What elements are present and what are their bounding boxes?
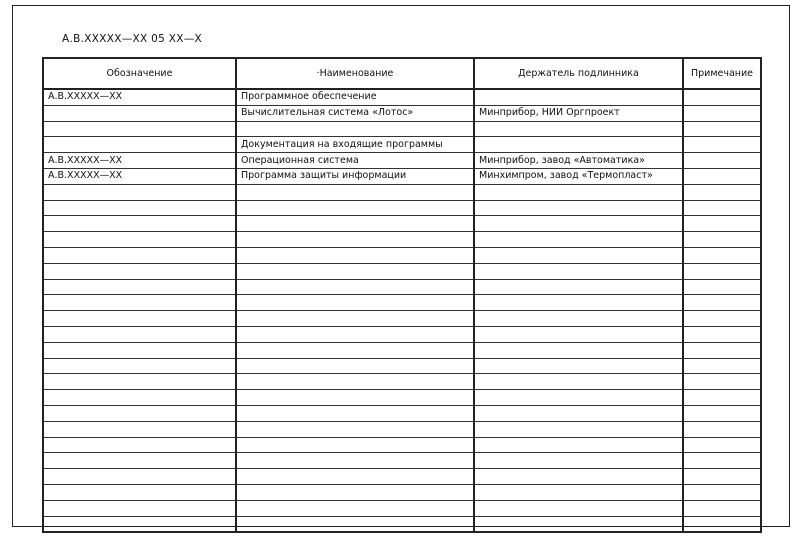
table-row: [43, 484, 761, 500]
cell-name: Программное обеспечение: [236, 89, 474, 105]
cell-note: [683, 184, 761, 200]
cell-holder: [474, 184, 683, 200]
header-note: Примечание: [683, 58, 761, 89]
cell-note: [683, 326, 761, 342]
cell-note: [683, 232, 761, 248]
cell-note: [683, 437, 761, 453]
table-row: [43, 216, 761, 232]
table-header-row: [43, 58, 761, 89]
cell-name: [236, 500, 474, 516]
cell-designation: [43, 200, 236, 216]
cell-designation: [43, 484, 236, 500]
cell-note: [683, 484, 761, 500]
specification-table: [42, 57, 762, 533]
cell-note: [683, 279, 761, 295]
cell-designation: [43, 263, 236, 279]
cell-name: [236, 342, 474, 358]
cell-note: [683, 263, 761, 279]
cell-name: [236, 516, 474, 532]
cell-designation: [43, 247, 236, 263]
cell-note: [683, 405, 761, 421]
cell-holder: [474, 469, 683, 485]
table-row: [43, 200, 761, 216]
cell-designation: [43, 326, 236, 342]
cell-designation: [43, 279, 236, 295]
cell-designation: [43, 295, 236, 311]
cell-holder: [474, 358, 683, 374]
table-row: [43, 232, 761, 248]
document-code: А.В.XXXXX—XX 05 XX—X: [62, 33, 203, 45]
cell-holder: [474, 295, 683, 311]
cell-holder: [474, 121, 683, 137]
cell-holder: [474, 247, 683, 263]
cell-name: [236, 405, 474, 421]
cell-name: [236, 421, 474, 437]
table-row: [43, 279, 761, 295]
table-row: [43, 184, 761, 200]
cell-note: [683, 342, 761, 358]
cell-designation: А.В.XXXXX—XX: [43, 168, 236, 184]
cell-designation: [43, 421, 236, 437]
cell-holder: [474, 137, 683, 153]
cell-designation: [43, 105, 236, 121]
cell-name: [236, 184, 474, 200]
cell-note: [683, 358, 761, 374]
table-row: [43, 263, 761, 279]
header-name: ·Наименование: [236, 58, 474, 89]
table-row: [43, 89, 761, 105]
cell-designation: [43, 311, 236, 327]
cell-note: [683, 311, 761, 327]
table-row: [43, 153, 761, 169]
cell-designation: [43, 390, 236, 406]
cell-holder: [474, 500, 683, 516]
cell-name: Вычислительная система «Лотос»: [236, 105, 474, 121]
cell-name: [236, 263, 474, 279]
cell-name: [236, 232, 474, 248]
cell-holder: [474, 484, 683, 500]
cell-holder: Минприбор, завод «Автоматика»: [474, 153, 683, 169]
cell-name: Программа защиты информации: [236, 168, 474, 184]
cell-note: [683, 374, 761, 390]
table-row: [43, 358, 761, 374]
table-row: [43, 437, 761, 453]
cell-name: [236, 216, 474, 232]
cell-designation: [43, 232, 236, 248]
cell-note: [683, 153, 761, 169]
cell-holder: [474, 326, 683, 342]
cell-note: [683, 200, 761, 216]
cell-designation: [43, 342, 236, 358]
table-row: [43, 374, 761, 390]
cell-note: [683, 516, 761, 532]
table-row: [43, 469, 761, 485]
cell-name: [236, 437, 474, 453]
cell-name: [236, 295, 474, 311]
cell-holder: Минприбор, НИИ Оргпроект: [474, 105, 683, 121]
cell-note: [683, 247, 761, 263]
cell-holder: [474, 342, 683, 358]
cell-note: [683, 105, 761, 121]
table-row: [43, 326, 761, 342]
cell-holder: [474, 232, 683, 248]
cell-note: [683, 121, 761, 137]
cell-note: [683, 390, 761, 406]
cell-designation: [43, 137, 236, 153]
cell-name: [236, 247, 474, 263]
header-designation: Обозначение: [43, 58, 236, 89]
cell-name: [236, 121, 474, 137]
cell-holder: [474, 405, 683, 421]
cell-designation: [43, 453, 236, 469]
cell-name: [236, 279, 474, 295]
table-row: [43, 405, 761, 421]
cell-note: [683, 216, 761, 232]
cell-holder: [474, 263, 683, 279]
table-row: [43, 121, 761, 137]
cell-designation: [43, 516, 236, 532]
cell-name: [236, 390, 474, 406]
cell-holder: [474, 453, 683, 469]
cell-designation: [43, 184, 236, 200]
cell-note: [683, 168, 761, 184]
table-row: [43, 168, 761, 184]
cell-note: [683, 137, 761, 153]
table-row: [43, 311, 761, 327]
cell-designation: [43, 216, 236, 232]
cell-name: [236, 311, 474, 327]
cell-holder: [474, 311, 683, 327]
table-row: [43, 453, 761, 469]
cell-designation: [43, 358, 236, 374]
cell-designation: [43, 469, 236, 485]
cell-name: [236, 469, 474, 485]
cell-holder: [474, 200, 683, 216]
cell-designation: А.В.XXXXX—XX: [43, 153, 236, 169]
cell-name: [236, 484, 474, 500]
cell-name: Операционная система: [236, 153, 474, 169]
cell-designation: [43, 437, 236, 453]
cell-name: [236, 453, 474, 469]
table-row: [43, 421, 761, 437]
table-row: [43, 137, 761, 153]
cell-holder: [474, 216, 683, 232]
cell-designation: [43, 405, 236, 421]
cell-note: [683, 500, 761, 516]
cell-holder: [474, 516, 683, 532]
cell-name: [236, 374, 474, 390]
header-holder: Держатель подлинника: [474, 58, 683, 89]
table-row: [43, 247, 761, 263]
cell-holder: [474, 374, 683, 390]
cell-holder: [474, 279, 683, 295]
cell-holder: Минхимпром, завод «Термопласт»: [474, 168, 683, 184]
table-row: [43, 500, 761, 516]
cell-note: [683, 295, 761, 311]
cell-name: [236, 326, 474, 342]
cell-note: [683, 469, 761, 485]
table-row: [43, 342, 761, 358]
table-row: [43, 295, 761, 311]
cell-holder: [474, 437, 683, 453]
cell-holder: [474, 421, 683, 437]
cell-holder: [474, 89, 683, 105]
cell-designation: А.В.XXXXX—XX: [43, 89, 236, 105]
cell-designation: [43, 500, 236, 516]
cell-note: [683, 421, 761, 437]
table-row: [43, 105, 761, 121]
cell-name: [236, 200, 474, 216]
cell-name: Документация на входящие программы: [236, 137, 474, 153]
cell-designation: [43, 374, 236, 390]
cell-name: [236, 358, 474, 374]
cell-designation: [43, 121, 236, 137]
table-body: [43, 89, 761, 532]
cell-holder: [474, 390, 683, 406]
cell-note: [683, 453, 761, 469]
table-row: [43, 390, 761, 406]
table-row: [43, 516, 761, 532]
cell-note: [683, 89, 761, 105]
